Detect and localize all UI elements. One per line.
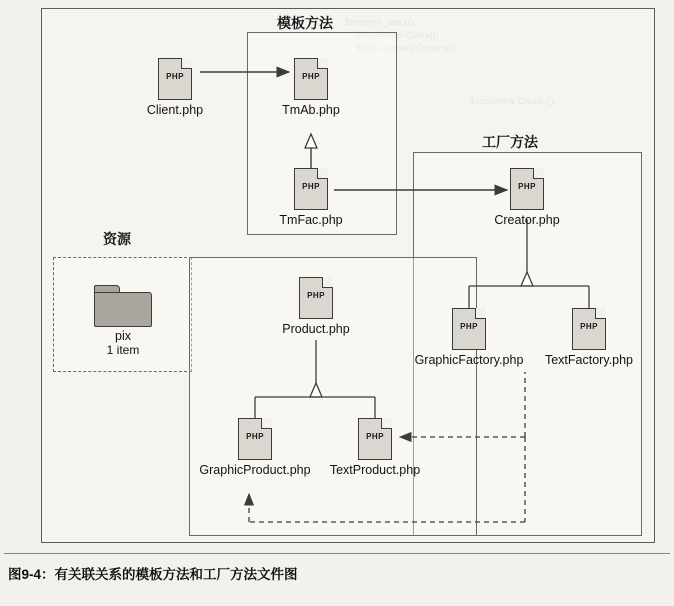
node-product[interactable] (256, 277, 376, 336)
page-fold-icon (181, 58, 192, 69)
caption-divider (4, 553, 670, 554)
node-graphicproduct[interactable] (195, 418, 315, 477)
php-badge: PHP (307, 291, 325, 300)
node-textfactory[interactable] (529, 308, 649, 367)
node-textproduct[interactable] (315, 418, 435, 477)
php-badge: PHP (302, 182, 320, 191)
php-file-icon (294, 58, 328, 100)
group-title-resource: 资源 (103, 231, 131, 247)
folder-body (94, 292, 152, 327)
php-file-icon (510, 168, 544, 210)
node-label-graphicproduct: GraphicProduct.php (199, 463, 311, 477)
page-fold-icon (317, 58, 328, 69)
php-file-icon (158, 58, 192, 100)
php-badge: PHP (366, 432, 384, 441)
group-title-template-method: 模板方法 (277, 15, 333, 31)
node-label-tmab: TmAb.php (282, 103, 340, 117)
page-fold-icon (317, 168, 328, 179)
php-file-icon (294, 168, 328, 210)
php-file-icon (358, 418, 392, 460)
node-tmfac[interactable] (251, 168, 371, 227)
php-badge: PHP (166, 72, 184, 81)
folder-sublabel-pix: 1 item (106, 343, 140, 357)
php-badge: PHP (580, 322, 598, 331)
page-fold-icon (322, 277, 333, 288)
node-label-tmfac: TmFac.php (279, 213, 343, 227)
node-client[interactable] (115, 58, 235, 117)
node-pix-folder[interactable] (68, 285, 178, 357)
php-badge: PHP (518, 182, 536, 191)
node-label-client: Client.php (146, 103, 204, 117)
page-fold-icon (533, 168, 544, 179)
folder-icon (94, 285, 152, 327)
node-label-textfactory: TextFactory.php (544, 353, 633, 367)
php-file-icon (572, 308, 606, 350)
node-label-graphicfactory: GraphicFactory.php (414, 353, 524, 367)
php-badge: PHP (460, 322, 478, 331)
node-label-creator: Creator.php (494, 213, 560, 227)
node-graphicfactory[interactable] (409, 308, 529, 367)
php-file-icon (238, 418, 272, 460)
node-tmab[interactable] (251, 58, 371, 117)
page-fold-icon (261, 418, 272, 429)
node-label-textproduct: TextProduct.php (329, 463, 421, 477)
figure-caption: 图9-4：有关联关系的模板方法和工厂方法文件图 (8, 567, 298, 582)
group-title-factory-method: 工厂方法 (482, 134, 538, 150)
page-fold-icon (475, 308, 486, 319)
page-fold-icon (595, 308, 606, 319)
php-badge: PHP (302, 72, 320, 81)
php-badge: PHP (246, 432, 264, 441)
php-file-icon (452, 308, 486, 350)
page-fold-icon (381, 418, 392, 429)
php-file-icon (299, 277, 333, 319)
node-label-product: Product.php (282, 322, 350, 336)
node-creator[interactable] (467, 168, 587, 227)
folder-label-pix: pix (115, 329, 131, 343)
